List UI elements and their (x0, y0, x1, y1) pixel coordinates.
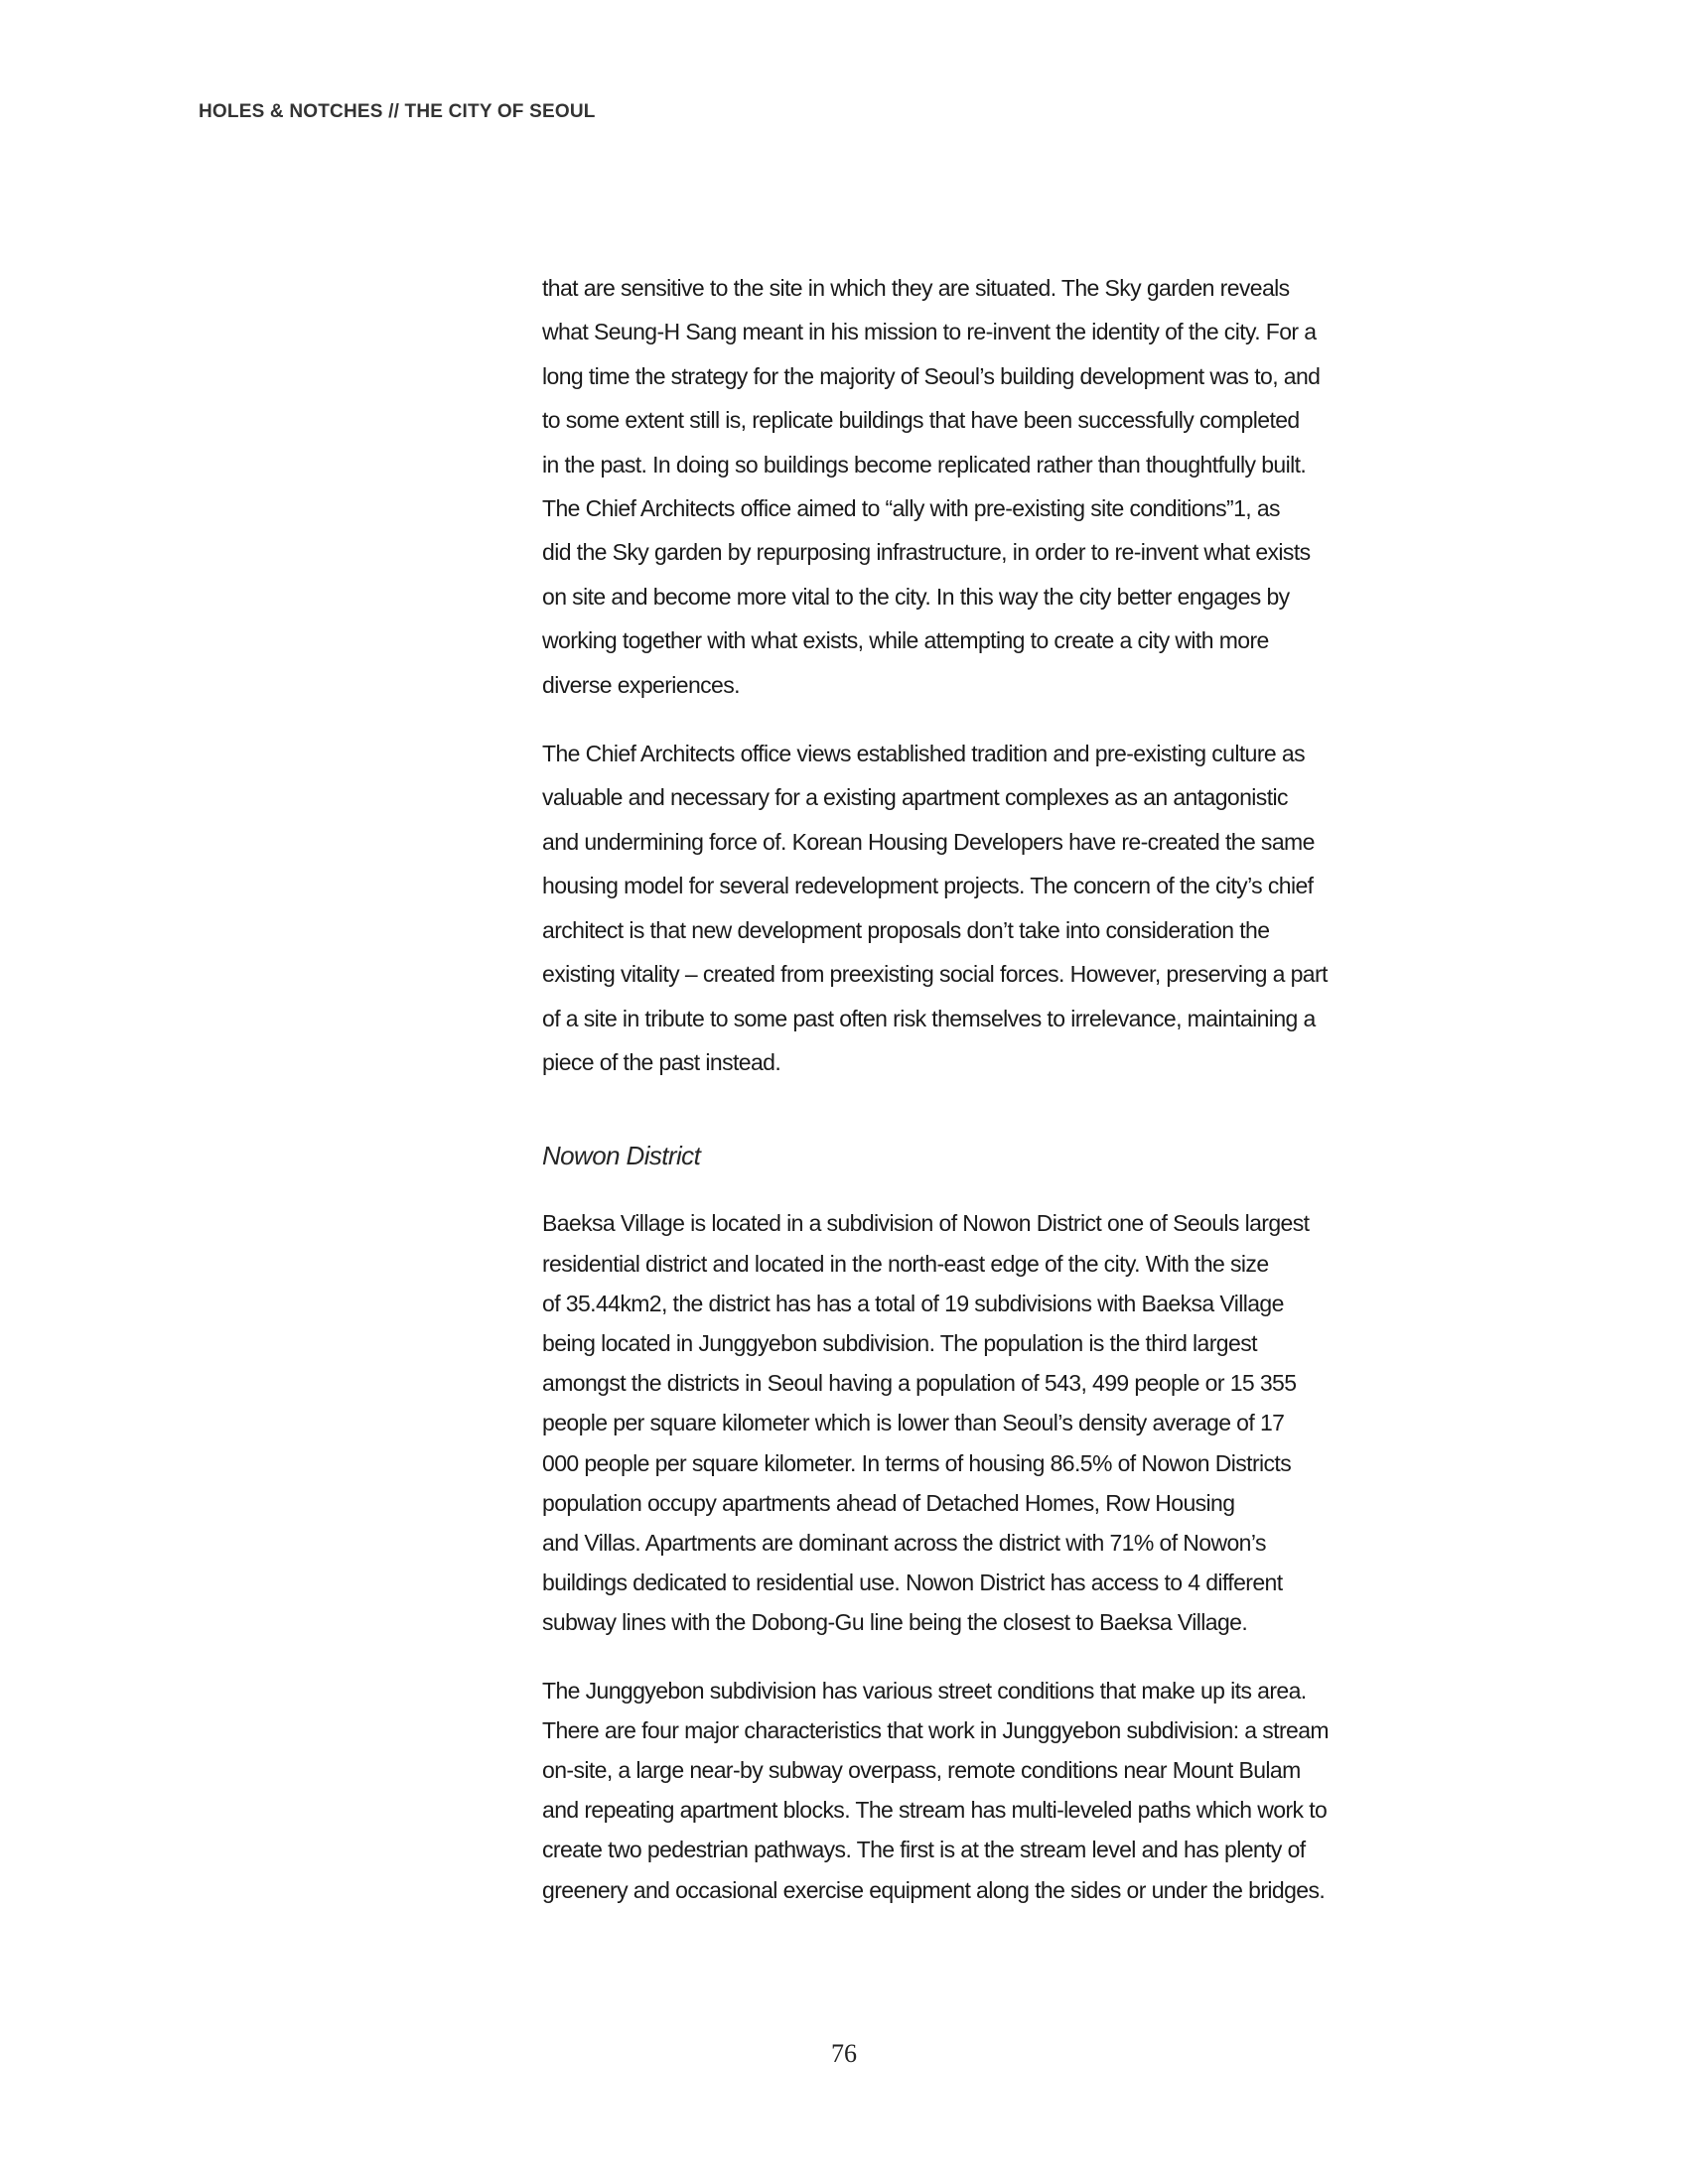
text-line: what Seung-H Sang meant in his mission to re-invent the identity of the city. For a (542, 319, 1317, 345)
body-text-column (542, 266, 1396, 1910)
paragraph-gap (542, 707, 1396, 732)
text-line: buildings dedicated to residential use. Nowon District has access to 4 different (542, 1570, 1283, 1596)
text-line: population occupy apartments ahead of Detached Homes, Row Housing (542, 1489, 1235, 1516)
text-line: existing vitality – created from preexisting social forces. However, preserving a part (542, 961, 1328, 988)
text-line: did the Sky garden by repurposing infrastructure, in order to re-invent what exists (542, 539, 1311, 566)
text-line: piece of the past instead. (542, 1048, 781, 1075)
text-line: working together with what exists, while attempting to create a city with more (542, 627, 1269, 654)
text-line: in the past. In doing so buildings become replicated rather than thoughtfully built. (542, 451, 1307, 478)
text-line: 000 people per square kilometer. In terms of housing 86.5% of Nowon Districts (542, 1449, 1292, 1476)
text-line: valuable and necessary for a existing apartment complexes as an antagonistic (542, 784, 1288, 811)
paragraph (542, 266, 1396, 707)
text-line: housing model for several redevelopment projects. The concern of the city’s chief (542, 873, 1314, 899)
text-line: amongst the districts in Seoul having a population of 543, 499 people or 15 355 (542, 1370, 1297, 1397)
paragraph-gap (542, 1643, 1396, 1671)
text-line: The Chief Architects office views established tradition and pre-existing culture as (542, 741, 1305, 767)
text-line: and undermining force of. Korean Housing Developers have re-created the same (542, 828, 1315, 855)
text-line: diverse experiences. (542, 671, 740, 698)
text-line: and Villas. Apartments are dominant across the district with 71% of Nowon’s (542, 1529, 1266, 1556)
text-line: create two pedestrian pathways. The first is at the stream level and has plenty of (542, 1837, 1306, 1863)
section-heading: Nowon District (542, 1141, 701, 1171)
text-line: to some extent still is, replicate buildings that have been successfully completed (542, 407, 1300, 434)
page-number: 76 (831, 2039, 857, 2068)
paragraph (542, 1671, 1396, 1910)
text-line: of 35.44km2, the district has has a total of 19 subdivisions with Baeksa Village (542, 1290, 1284, 1316)
paragraph (542, 732, 1396, 1084)
text-line: on-site, a large near-by subway overpass, remote conditions near Mount Bulam (542, 1756, 1301, 1783)
text-line: The Chief Architects office aimed to “ally with pre-existing site conditions”1, as (542, 495, 1280, 522)
text-line: long time the strategy for the majority of Seoul’s building development was to, and (542, 362, 1321, 389)
text-line: on site and become more vital to the city. In this way the city better engages by (542, 583, 1290, 610)
text-line: residential district and located in the north-east edge of the city. With the size (542, 1250, 1269, 1277)
text-line: being located in Junggyebon subdivision. The population is the third largest (542, 1329, 1257, 1356)
text-line: people per square kilometer which is lower than Seoul’s density average of 17 (542, 1410, 1285, 1436)
paragraph (542, 1203, 1396, 1642)
text-line: Baeksa Village is located in a subdivision of Nowon District one of Seouls largest (542, 1210, 1310, 1237)
running-header: HOLES & NOTCHES // THE CITY OF SEOUL (199, 101, 596, 122)
text-line: greenery and occasional exercise equipment along the sides or under the bridges. (542, 1876, 1326, 1903)
text-line: that are sensitive to the site in which they are situated. The Sky garden reveals (542, 275, 1290, 301)
text-line: subway lines with the Dobong-Gu line being the closest to Baeksa Village. (542, 1609, 1248, 1636)
text-line: The Junggyebon subdivision has various street conditions that make up its area. (542, 1677, 1307, 1704)
text-line: of a site in tribute to some past often risk themselves to irrelevance, maintaining a (542, 1005, 1316, 1031)
body-block-lower (542, 1203, 1396, 1909)
text-line: and repeating apartment blocks. The stream has multi-leveled paths which work to (542, 1797, 1328, 1824)
body-block-upper (542, 266, 1396, 1084)
text-line: architect is that new development proposals don’t take into consideration the (542, 916, 1270, 943)
text-line: There are four major characteristics that work in Junggyebon subdivision: a stream (542, 1716, 1329, 1743)
